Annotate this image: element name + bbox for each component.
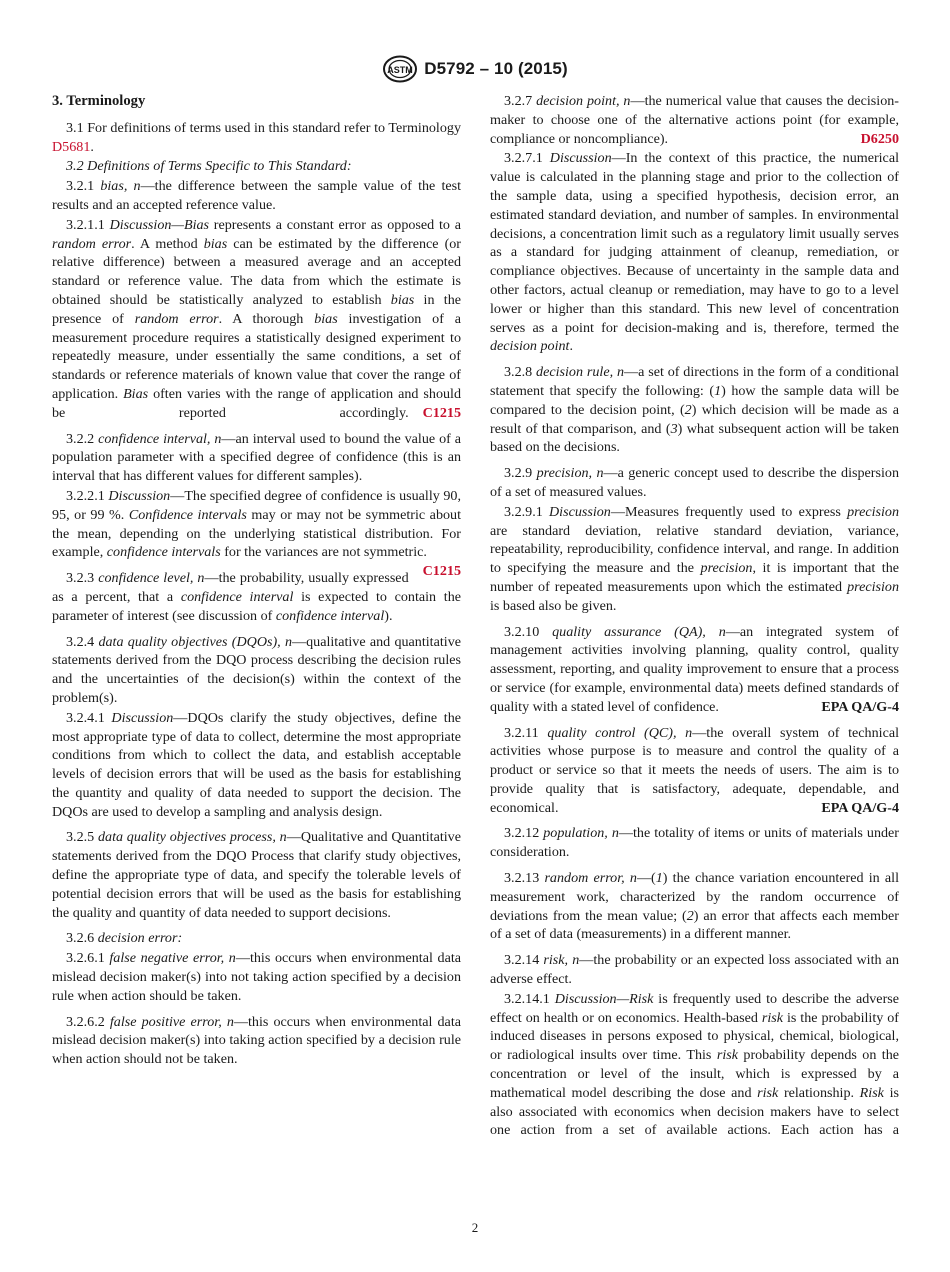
- reference-c1215[interactable]: C1215: [422, 404, 461, 421]
- paragraph-3-2-1: 3.2.1 bias, n—the difference between the sample value of the test results and an accepted reference value.: [52, 178, 462, 213]
- paragraph-3-2-14-1: 3.2.14.1 Discussion—Risk is frequently used to describe the adverse effect on health or on economics. Health-based risk is the probability of induced diseases in persons exposed to physical, chemical, biological, or radiological insults over time. This risk probability depends on the concentration or level of the insult, which is expressed by a mathematical model describing the dose and risk relationship. Risk is also associated with economics when decision makers have to select one action from a set of available actions. Each action has a: [490, 990, 900, 1139]
- paragraph-3-2-8: 3.2.8 decision rule, n—a set of directions in the form of a conditional statement that specify the following: (1) how the sample data will be compared to the decision point, (2) which decision will be made as a result of that comparison, and (3) what subsequent action will be taken based on the decisions.: [490, 364, 900, 456]
- paragraph-3-2-11: 3.2.11 quality control (QC), n—the overall system of technical activities whose purpose is to measure and control the quality of a product or service so that it meets the needs of users. The aim is to provide quality that is satisfactory, adequate, dependable, and economical. EPA QA/G-4: [490, 724, 899, 816]
- paragraph-3-1: 3.1 For definitions of terms used in this standard refer to Terminology D5681.: [52, 119, 461, 155]
- reference-d6250[interactable]: D6250: [860, 130, 899, 147]
- right-column: [490, 92, 899, 1141]
- paragraph-3-2-13: 3.2.13 random error, n—(1) the chance variation encountered in all measurement work, characterized by the random occurrence of deviations from the mean value; (2) an error that affects each member of a set of data (measurements) in a different manner.: [490, 870, 899, 943]
- page-header: [0, 54, 950, 84]
- paragraph-3-2-4-1: 3.2.4.1 Discussion—DQOs clarify the study objectives, define the most appropriate type of data to collect, determine the most appropriate conditions from which to collect the data, and establish acceptable levels of decision errors that will be used as the basis for establishing the quantity and quality of data needed to support the decision. The DQOs are used to develop a sampling and analysis design.: [52, 709, 461, 820]
- paragraph-3-2-12: 3.2.12 population, n—the totality of items or units of materials under consideration.: [490, 825, 900, 861]
- paragraph-3-2-2: 3.2.2 confidence interval, n—an interval used to bound the value of a population parameter with a specified degree of confidence (this is an interval that has different values for different samples).: [52, 430, 461, 485]
- paragraph-3-2-9-1: 3.2.9.1 Discussion—Measures frequently used to express precision are standard deviation, relative standard deviation, variance, repeatability, reproducibility, confidence interval, and range. In addition to specifying the measure and the precision, it is important that the number of repeated measurements upon which the estimated precision is based also be given.: [490, 503, 899, 614]
- page-number: 2: [471, 1220, 479, 1235]
- paragraph-3-2-2-1: 3.2.2.1 Discussion—The specified degree of confidence is usually 90, 95, or 99 %. Confidence intervals may or may not be symmetric about the mean, depending on the underlying statistical distribution. For example, confidence intervals for the variances are not symmetric. C1215: [52, 487, 461, 580]
- paragraph-3-2-7: 3.2.7 decision point, n—the numerical value that causes the decision-maker to choose one of the alternative actions point (for example, compliance or noncompliance). D6250: [490, 93, 899, 147]
- paragraph-3-2-5: 3.2.5 data quality objectives process, n—Qualitative and Quantitative statements derived from the DQO Process that clarify study objectives, define the appropriate type of data, and specify the tolerable levels of potential decision errors that will be used as the basis for establishing the quality and quantity of data needed to support decisions.: [52, 829, 461, 921]
- standard-designation: D5792 – 10 (2015): [424, 59, 568, 78]
- paragraph-3-2-10: 3.2.10 quality assurance (QA), n—an integrated system of management activities involving planning, quality control, quality assessment, reporting, and quality improvement to ensure that a process or service (for example, environmental data) meets defined standards of quality with a stated level of confidence. EPA QA/G-4: [490, 623, 899, 715]
- paragraph-3-2-7-1: 3.2.7.1 Discussion—In the context of this practice, the numerical value is calculated in the planning stage and prior to the collection of the sample data, using a specified hypothesis, decision error, an estimated standard deviation, and number of samples. In environmental decisions, a concentration limit such as a regulatory limit usually serves as a standard for judging attainment of cleanup, remediation, or compliance objectives. Because of uncertainty in the sample data and other factors, actual cleanup or remediation, may have to go to a level lower or higher than this standard. This new level of concentration serves as a point for decision-making and is, therefore, termed the decision point.: [490, 150, 899, 355]
- paragraph-3-2-1-1: 3.2.1.1 Discussion—Bias represents a constant error as opposed to a random error. A method bias can be estimated by the difference (or relative difference) between a measured average and an accepted standard or reference value. The data from which the estimate is obtained should be statistically analyzed to establish bias in the presence of random error. A thorough bias investigation of a measurement procedure requires a statistically designed experiment to repeatedly measure, under essentially the same conditions, a set of standards or reference materials of known value that cover the range of application. Bias often varies with the range of application and should be reported accordingly. C1215: [52, 216, 462, 421]
- astm-logo-icon: [382, 55, 418, 83]
- paragraph-3-2-3: 3.2.3 confidence level, n—the probability, usually expressed as a percent, that a confidence interval is expected to contain the parameter of interest (see discussion of confidence interval).: [52, 570, 461, 624]
- paragraph-3-2-9: 3.2.9 precision, n—a generic concept used to describe the dispersion of a set of measured values.: [490, 465, 899, 500]
- reference-c1215[interactable]: C1215: [422, 563, 461, 580]
- paragraph-3-2: 3.2 Definitions of Terms Specific to This Standard:: [66, 158, 352, 175]
- d5681-link[interactable]: D5681: [52, 138, 91, 155]
- left-column: [52, 92, 461, 1070]
- section-title: 3. Terminology: [52, 93, 146, 109]
- paragraph-3-2-6-1: 3.2.6.1 false negative error, n—this occurs when environmental data mislead decision maker(s) into not taking action specified by a decision rule when action should be taken.: [52, 950, 461, 1004]
- reference-epa-qa-g4: EPA QA/G-4: [821, 799, 899, 816]
- paragraph-3-2-4: 3.2.4 data quality objectives (DQOs), n—qualitative and quantitative statements derived from the DQO process describing the decision rules and the uncertainties of the decision(s) within the context of the problem(s).: [52, 633, 461, 706]
- reference-epa-qa-g4: EPA QA/G-4: [821, 698, 899, 715]
- paragraph-3-2-6: 3.2.6 decision error:: [66, 930, 183, 947]
- svg-text:ASTM: ASTM: [387, 65, 413, 75]
- paragraph-3-2-14: 3.2.14 risk, n—the probability or an expected loss associated with an adverse effect.: [490, 952, 899, 988]
- paragraph-3-2-6-2: 3.2.6.2 false positive error, n—this occurs when environmental data mislead decision maker(s) into taking action specified by a decision rule when action should not be taken.: [52, 1013, 461, 1068]
